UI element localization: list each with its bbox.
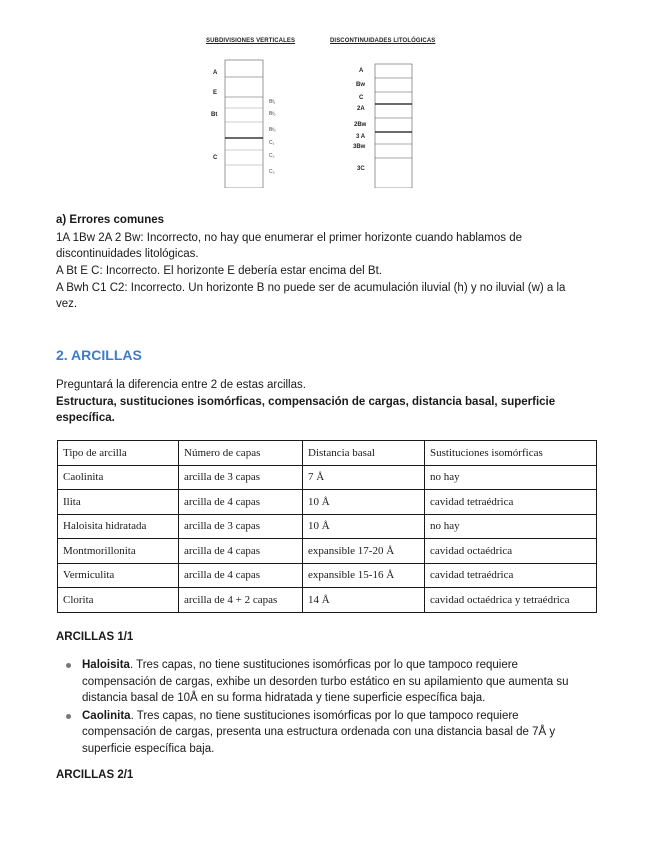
section-title: 2. ARCILLAS	[56, 347, 142, 363]
table-cell: expansible 15-16 Å	[303, 563, 425, 588]
sublabel-bt2: Bt₂	[269, 111, 276, 117]
table-cell: Caolinita	[58, 465, 179, 490]
bullet-text: . Tres capas, no tiene sustituciones isomórficas por lo que tampoco requiere	[130, 709, 519, 722]
table-header-row	[58, 441, 597, 466]
table-header-cell: Tipo de arcilla	[58, 441, 179, 466]
horizon-label-E: E	[213, 90, 218, 96]
disc-label-2Bw: 2Bw	[354, 122, 367, 128]
table-cell: cavidad tetraédrica	[425, 490, 597, 515]
horizon-label-Bt: Bt	[211, 112, 218, 118]
table-header-cell: Número de capas	[179, 441, 303, 466]
error-line-3: A Bt E C: Incorrecto. El horizonte E debería estar encima del Bt.	[56, 265, 382, 277]
bullet-text: superficie específica baja.	[82, 742, 215, 755]
list-item	[56, 708, 596, 758]
horizon-label-C: C	[213, 155, 218, 161]
table-header-cell: Sustituciones isomórficas	[425, 441, 597, 466]
section-intro: Preguntará la diferencia entre 2 de estas arcillas.	[56, 379, 306, 391]
sublabel-c3: C₃	[269, 169, 275, 175]
disc-label-3Bw: 3Bw	[353, 144, 366, 150]
sublabel-bt3: Bt₃	[269, 127, 276, 133]
table-row	[58, 490, 597, 515]
subheading-1-1: ARCILLAS 1/1	[56, 631, 134, 643]
sublabel-c2: C₂	[269, 153, 275, 159]
table-cell: 14 Å	[303, 588, 425, 613]
table-cell: no hay	[425, 514, 597, 539]
section-bold-line-2: específica.	[56, 412, 115, 424]
table-cell: arcilla de 4 capas	[179, 490, 303, 515]
table-cell: cavidad tetraédrica	[425, 563, 597, 588]
bullet-term: Haloisita	[82, 659, 130, 671]
table-row	[58, 588, 597, 613]
soil-horizons-figure	[195, 38, 455, 188]
right-figure-title: DISCONTINUIDADES LITOLÓGICAS	[330, 38, 436, 44]
table-cell: 10 Å	[303, 490, 425, 515]
table-cell: Ilita	[58, 490, 179, 515]
table-cell: arcilla de 4 capas	[179, 539, 303, 564]
table-cell: arcilla de 3 capas	[179, 465, 303, 490]
table-cell: Clorita	[58, 588, 179, 613]
table-cell: arcilla de 4 capas	[179, 563, 303, 588]
disc-label-C: C	[359, 95, 364, 101]
table-row	[58, 465, 597, 490]
table-cell: arcilla de 4 + 2 capas	[179, 588, 303, 613]
error-line-2: discontinuidades litológicas.	[56, 248, 199, 260]
list-item	[56, 657, 596, 707]
clay-bullet-list	[56, 657, 596, 758]
error-line-1: 1A 1Bw 2A 2 Bw: Incorrecto, no hay que enumerar el primer horizonte cuando hablamos de	[56, 232, 523, 244]
table-cell: Montmorillonita	[58, 539, 179, 564]
horizon-label-A: A	[213, 70, 218, 76]
table-cell: 10 Å	[303, 514, 425, 539]
section-bold-line-1: Estructura, sustituciones isomórficas, compensación de cargas, distancia basal, superficie	[56, 396, 556, 408]
errors-heading: a) Errores comunes	[56, 214, 165, 226]
table-row	[58, 514, 597, 539]
disc-label-Bw: Bw	[356, 82, 365, 88]
bullet-text: distancia basal de 10Å en su forma hidratada y tiene superficie específica baja.	[82, 692, 486, 704]
horizon-columns	[195, 38, 455, 188]
table-cell: 7 Å	[303, 465, 425, 490]
table-header-cell: Distancia basal	[303, 441, 425, 466]
bullet-dot-icon	[66, 663, 71, 668]
left-figure-title: SUBDIVISIONES VERTICALES	[206, 38, 296, 44]
bullet-text: . Tres capas, no tiene sustituciones isomórficas por lo que tampoco requiere	[129, 659, 518, 671]
sublabel-bt1: Bt₁	[269, 99, 276, 105]
table-cell: no hay	[425, 465, 597, 490]
disc-label-2A: 2A	[357, 106, 365, 112]
table-cell: cavidad octaédrica	[425, 539, 597, 564]
error-line-5: vez.	[56, 298, 78, 310]
table-cell: expansible 17-20 Å	[303, 539, 425, 564]
disc-label-3A: 3 A	[356, 134, 366, 140]
table-row	[58, 539, 597, 564]
sublabel-c1: C₁	[269, 140, 275, 146]
disc-label-3C: 3C	[357, 166, 365, 172]
table-row	[58, 563, 597, 588]
error-line-4: A Bwh C1 C2: Incorrecto. Un horizonte B no puede ser de acumulación iluvial (h) y no iluvial (w) a la	[56, 282, 566, 294]
bullet-text: compensación de cargas, exhibe un desorden turbo estático en su apilamiento que aumenta su	[82, 675, 569, 688]
bullet-text: compensación de cargas, presenta una estructura ordenada con una distancia basal de 7Å y	[82, 726, 556, 738]
table-cell: arcilla de 3 capas	[179, 514, 303, 539]
subheading-2-1: ARCILLAS 2/1	[56, 769, 134, 781]
disc-label-A: A	[359, 68, 364, 74]
clay-table	[57, 440, 597, 613]
table-cell: Haloisita hidratada	[58, 514, 179, 539]
table-cell: Vermiculita	[58, 563, 179, 588]
table-cell: cavidad octaédrica y tetraédrica	[425, 588, 597, 613]
bullet-dot-icon	[66, 714, 71, 719]
bullet-term: Caolinita	[82, 709, 131, 722]
